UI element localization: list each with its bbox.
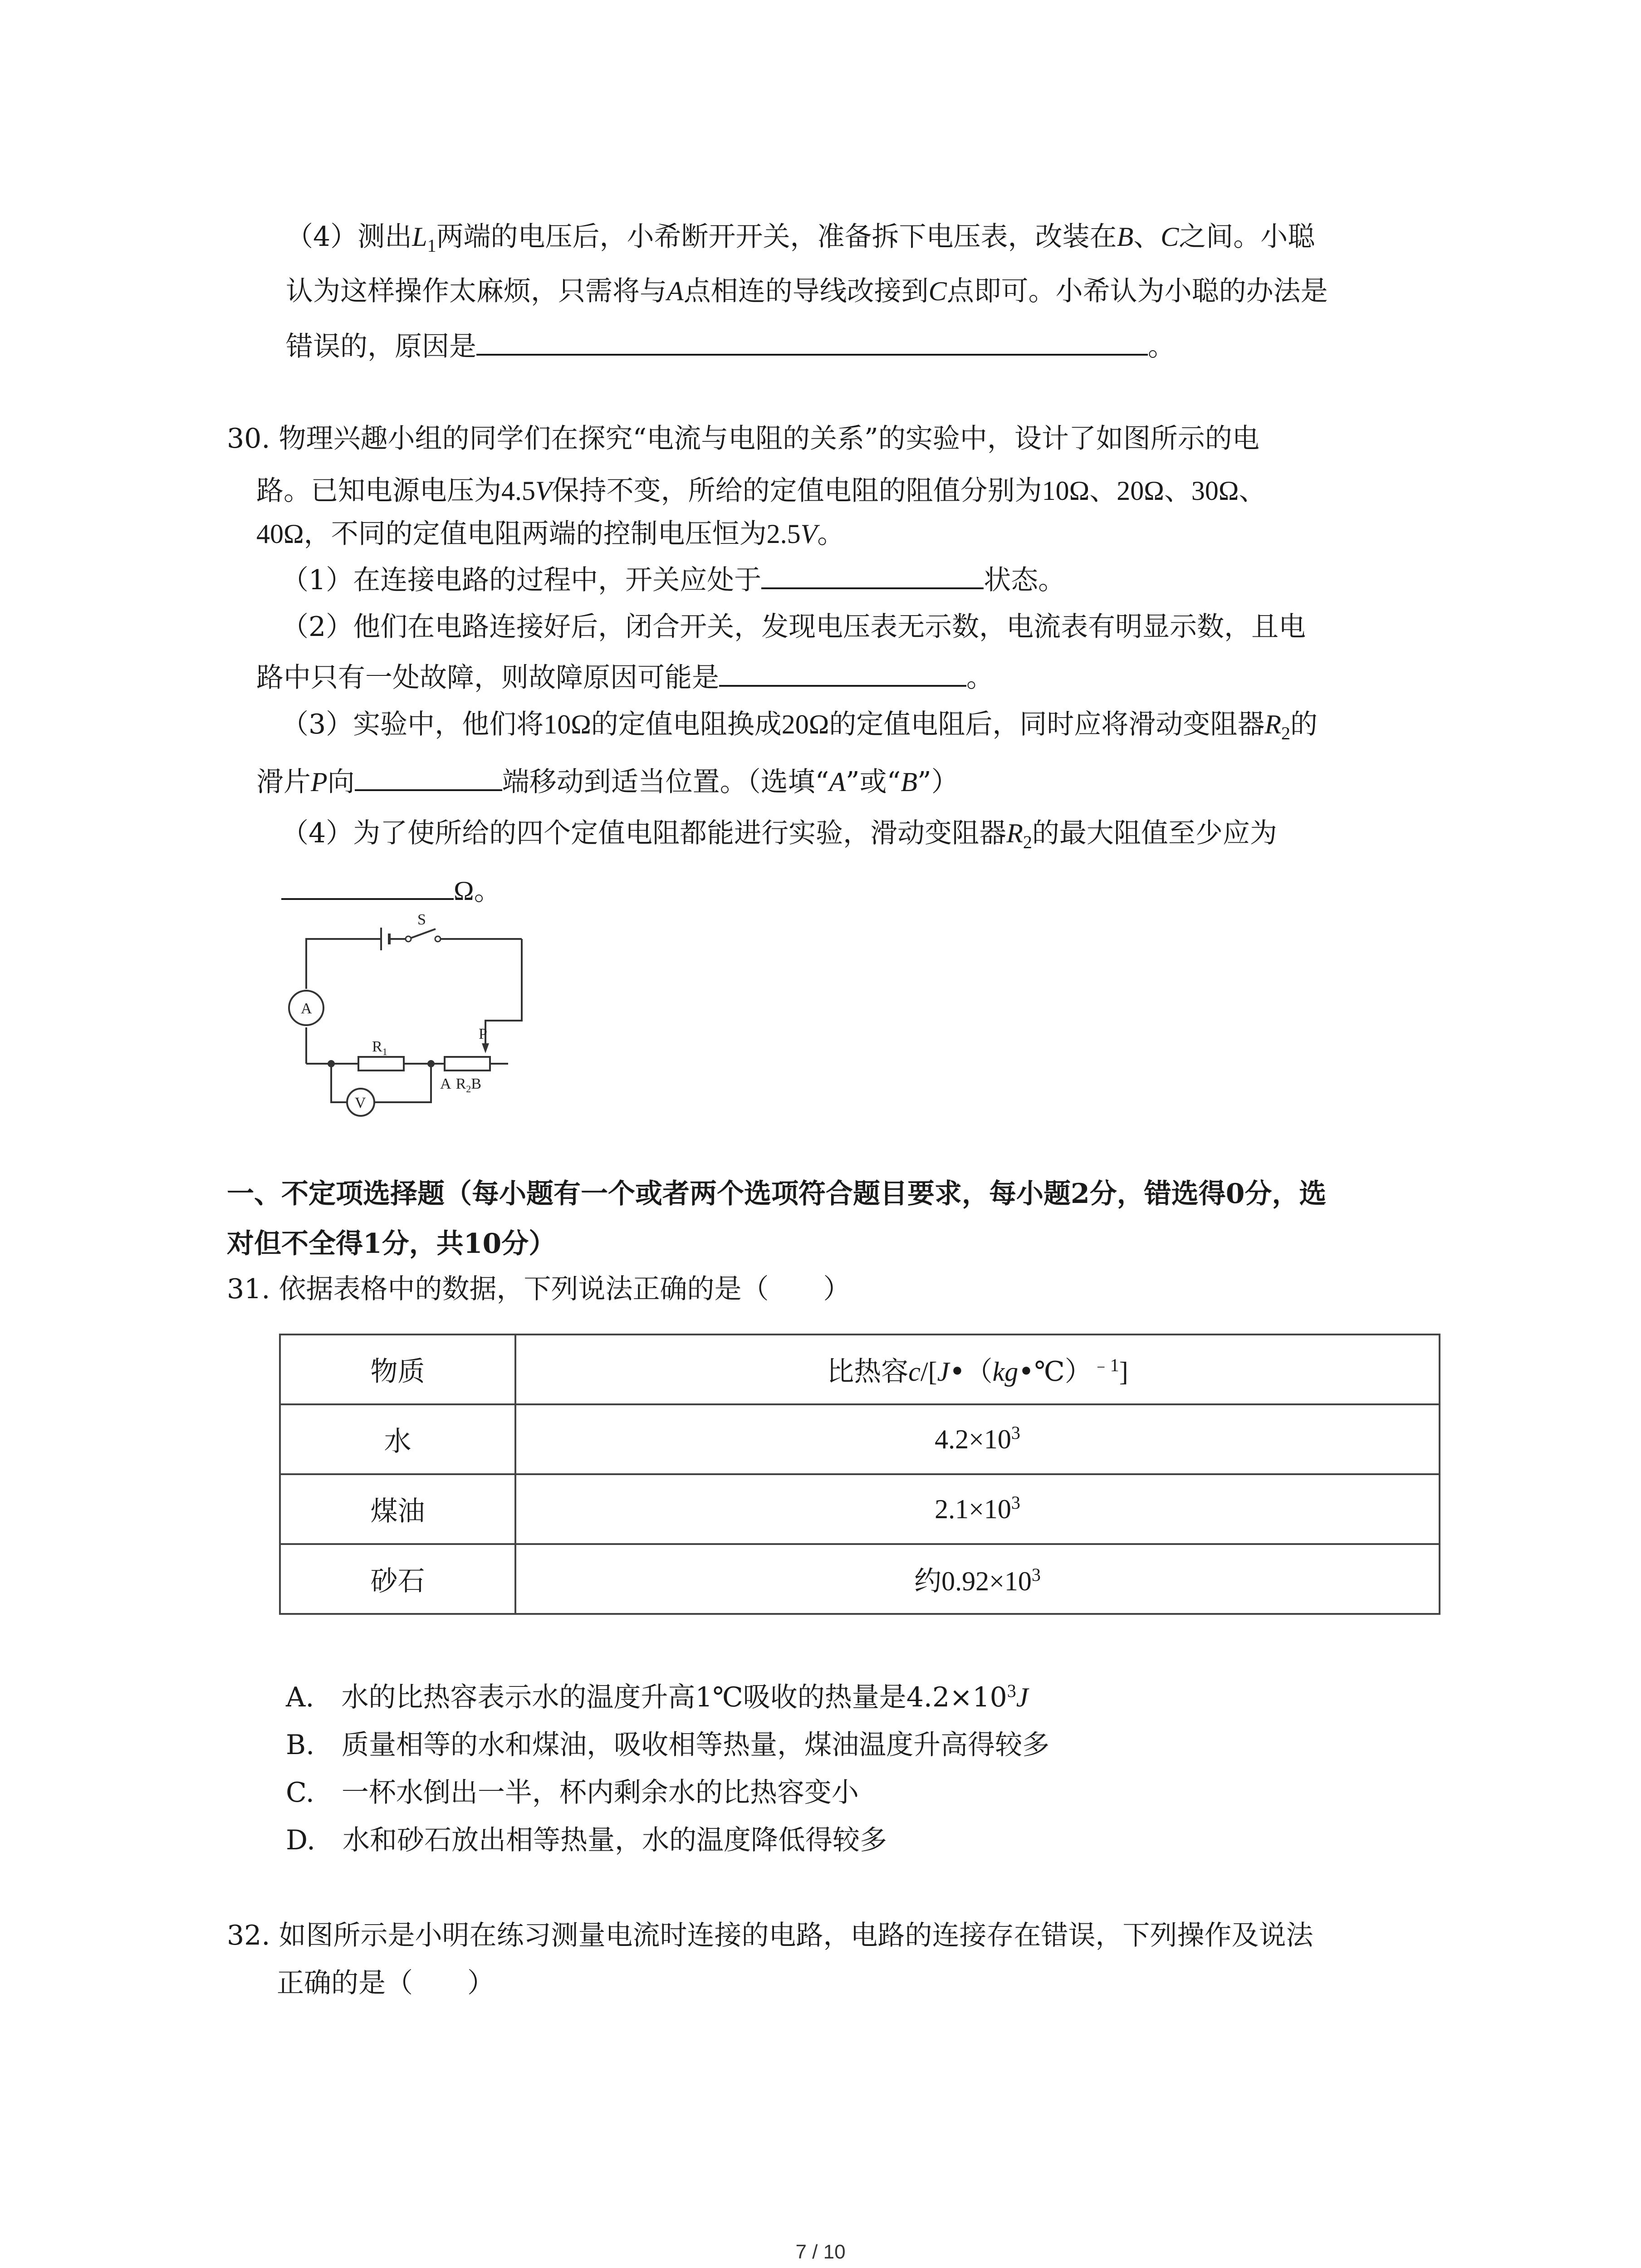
section-heading-line1: 一、不定项选择题（每小题有一个或者两个选项符合题目要求，每小题2分，错选得0分，选: [227, 1178, 1327, 1210]
page-number: 7 / 10: [795, 2241, 846, 2263]
circuit-diagram: [272, 907, 526, 1143]
q31-option-b[interactable]: B. 质量相等的水和煤油，吸收相等热量，煤油温度升高得较多: [286, 1729, 1050, 1761]
junction-dot: [328, 1060, 335, 1067]
q31-option-c[interactable]: C. 一杯水倒出一半，杯内剩余水的比热容变小: [286, 1777, 859, 1809]
table-row: 水 $4.2\times 10^3$: [280, 1404, 1440, 1474]
r1-label: $R_1$: [372, 1038, 387, 1057]
q30-line2: 路。已知电源电压为4.5V保持不变，所给的定值电阻的阻值分别为10Ω、20Ω、30Ω、: [256, 475, 1266, 507]
ammeter-label: A: [301, 1000, 312, 1017]
table-row: 砂石 约$0.92\times 10^3$: [280, 1544, 1440, 1614]
header-substance: 物质: [280, 1334, 515, 1404]
q30-part2-line2: 路中只有一处故障，则故障原因可能是 。: [256, 658, 994, 697]
q32-line1: 32. 如图所示是小明在练习测量电流时连接的电路，电路的连接存在错误，下列操作及说法: [227, 1920, 1313, 1951]
q30-part4-line2: Ω。: [281, 871, 501, 910]
q29-part4-line3: 错误的，原因是 。: [286, 327, 1175, 366]
q30-line3: 40Ω，不同的定值电阻两端的控制电压恒为2.5V。: [256, 518, 845, 550]
question-number: 30.: [227, 423, 270, 455]
wire-top-left: [306, 939, 381, 989]
q30-part2-line1: （2）他们在电路连接好后，闭合开关，发现电压表无示数，电流表有明显示数，且电: [281, 611, 1306, 643]
switch-label: S: [417, 911, 426, 928]
q30-part3-line1: （3）实验中，他们将10Ω的定值电阻换成20Ω的定值电阻后，同时应将滑动变阻器$R_2$的: [281, 709, 1318, 743]
rheostat-label: A $R_2B$: [440, 1075, 481, 1095]
q30-part3-line2: 滑片P向 端移动到适当位置。（选填“A”或“B”）: [256, 762, 959, 801]
section-heading-line2: 对但不全得1分，共10分）: [227, 1228, 556, 1260]
junction-dot: [427, 1060, 435, 1067]
switch-blade: [408, 929, 436, 939]
rheostat-r2: [445, 1057, 490, 1070]
q31-option-d[interactable]: D. 水和砂石放出相等热量，水的温度降低得较多: [286, 1824, 887, 1856]
answer-blank[interactable]: [761, 560, 984, 589]
answer-blank[interactable]: [281, 871, 454, 900]
q31-option-a[interactable]: A. 水的比热容表示水的温度升高1℃吸收的热量是$4.2\times 10^3J$: [286, 1681, 1029, 1713]
table-header-row: [280, 1334, 1440, 1404]
specific-heat-table: [279, 1334, 1440, 1615]
question-number: 31.: [227, 1273, 270, 1305]
voltmeter-label: V: [355, 1095, 366, 1111]
slider-label: P: [479, 1026, 487, 1042]
q30-part1: （1）在连接电路的过程中，开关应处于 状态。: [281, 560, 1065, 599]
q30-line1: 30. 物理兴趣小组的同学们在探究“电流与电阻的关系”的实验中，设计了如图所示的电: [227, 423, 1259, 455]
q32-line2: 正确的是（ ）: [277, 1967, 495, 1999]
resistor-r1: [358, 1057, 404, 1070]
answer-blank[interactable]: [355, 762, 502, 791]
header-specific-heat: 比热容c/[J•（kg•℃）$^{﹣1}$]: [515, 1334, 1440, 1404]
table-row: 煤油 $2.1\times 10^3$: [280, 1474, 1440, 1544]
answer-blank[interactable]: [476, 327, 1148, 356]
question-number: 32.: [227, 1920, 270, 1951]
q31-stem: 31. 依据表格中的数据，下列说法正确的是（ ）: [227, 1273, 851, 1305]
q29-part4-line1: （4）测出$L_1$两端的电压后，小希断开开关，准备拆下电压表，改装在B、C之间。小聪: [286, 221, 1315, 256]
q29-part4-line2: 认为这样操作太麻烦，只需将与A点相连的导线改接到C点即可。小希认为小聪的办法是: [286, 275, 1328, 307]
answer-blank[interactable]: [719, 658, 966, 687]
slider-arrow-icon: [482, 1043, 489, 1053]
q30-part4-line1: （4）为了使所给的四个定值电阻都能进行实验，滑动变阻器$R_2$的最大阻值至少应为: [281, 817, 1277, 852]
